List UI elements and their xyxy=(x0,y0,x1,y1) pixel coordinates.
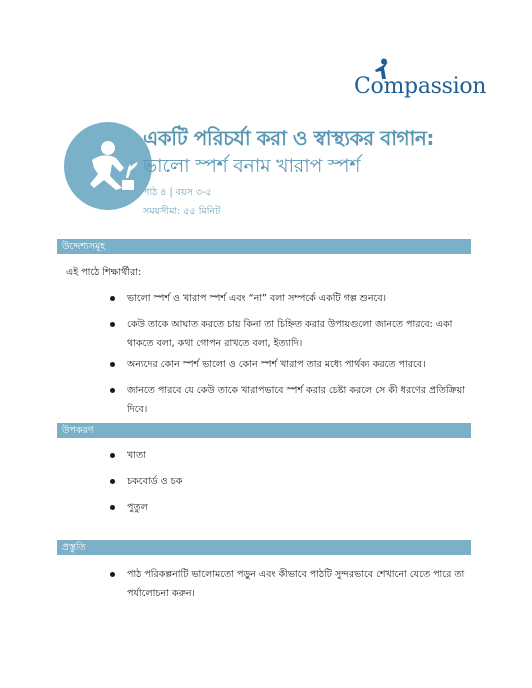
section-header-objectives xyxy=(57,239,471,254)
section-heading: উপকরণ xyxy=(62,425,94,436)
section-header-materials xyxy=(57,423,471,438)
objectives-intro: এই পাঠে শিক্ষার্থীরা: xyxy=(66,267,142,278)
bullet-icon xyxy=(110,388,115,393)
list-item: চকবোর্ড ও চক xyxy=(110,472,465,491)
lesson-duration: সময়সীমা: ৫৫ মিনিট xyxy=(143,206,221,217)
list-item: পুতুল xyxy=(110,498,465,517)
section-heading: উদ্দেশ্যসমূহ xyxy=(62,241,106,252)
list-item: খাতা xyxy=(110,446,465,465)
list-item: জানতে পারবে যে কেউ তাকে খারাপভাবে স্পর্শ করার চেষ্টা করলে সে কী ধরণের প্রতিক্রিয়া দিবে। xyxy=(110,381,465,419)
bullet-icon xyxy=(110,296,115,301)
compassion-logo xyxy=(350,58,487,104)
bullet-icon xyxy=(110,505,115,510)
bullet-icon xyxy=(110,362,115,367)
bullet-icon xyxy=(110,322,115,327)
section-heading: প্রস্তুতি xyxy=(62,542,86,553)
bullet-icon xyxy=(110,479,115,484)
list-item: কেউ তাকে আঘাত করতে চায় কিনা তা চিহ্নিত করার উপায়গুলো জানতে পারবে: একা থাকতে বলা, কথা গোপন রাখতে বলা, ইত্যাদি। xyxy=(110,315,465,353)
lesson-title: একটি পরিচর্যা করা ও স্বাস্থ্যকর বাগান: xyxy=(143,126,434,150)
list-item: পাঠ পরিকল্পনাটি ভালোমতো পড়ুন এবং কীভাবে পাঠটি সুন্দরভাবে শেখানো যেতে পারে তা পর্যালোচনা করুন। xyxy=(110,565,465,603)
logo-wordmark: Compassion xyxy=(354,74,487,99)
list-item: অন্যদের কোন স্পর্শ ভালো ও কোন স্পর্শ খারাপ তার মধ্যে পার্থক্য করতে পারবে। xyxy=(110,355,465,374)
gardening-emblem xyxy=(64,122,152,210)
lesson-subtitle: ভালো স্পর্শ বনাম খারাপ স্পর্শ xyxy=(143,155,361,177)
bullet-icon xyxy=(110,572,115,577)
gardener-icon xyxy=(64,122,152,210)
bullet-icon xyxy=(110,453,115,458)
section-header-preparation xyxy=(57,540,471,555)
lesson-info: পাঠ ৪ | বয়স ৩-৫ xyxy=(143,187,212,198)
list-item: ভালো স্পর্শ ও খারাপ স্পর্শ এবং “না” বলা সম্পর্কে একটি গল্প শুনবে। xyxy=(110,289,465,308)
